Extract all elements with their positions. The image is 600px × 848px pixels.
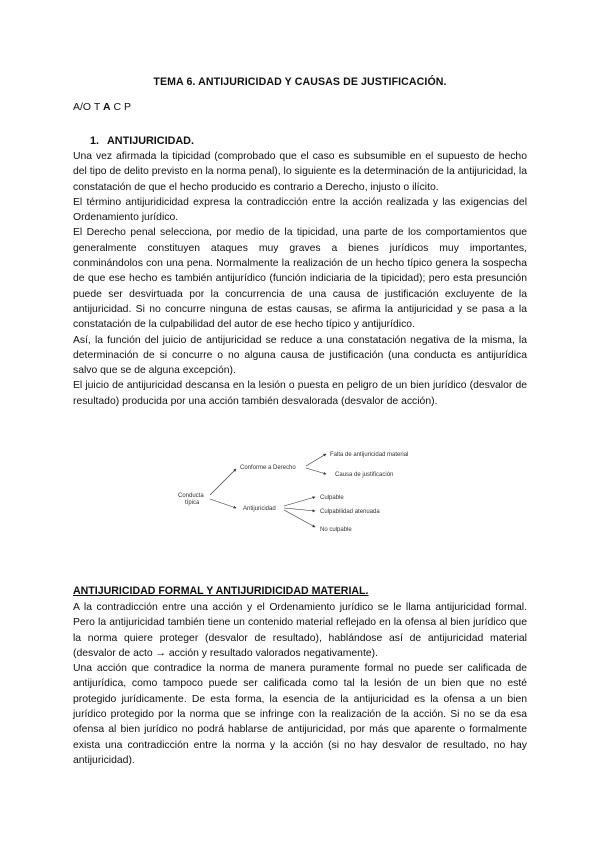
diagram-upper-leaf: Causa de justificación <box>335 472 394 478</box>
paragraph: El término antijuridicidad expresa la contradicción entre la acción realizada y las exigencias del Ordenamiento jurídico. <box>73 196 527 224</box>
section1-body <box>73 149 527 409</box>
paragraph: Así, la función del juicio de antijuricidad se reduce a una constatación negativa de la misma, la determinación de si concurre o no alguna causa de justificación (una conducta es antijurídica salvo que se de alguna excepción). <box>73 334 527 377</box>
diagram-arrow <box>210 469 236 495</box>
diagram-branch-upper: Conforme a Derecho <box>240 465 296 471</box>
diagram-arrow <box>284 497 315 506</box>
section2-body <box>73 600 527 768</box>
diagram-root-line2: típica <box>185 500 200 506</box>
diagram-lower-leaf: No culpable <box>320 527 352 533</box>
antijuricidad-diagram <box>170 445 440 545</box>
section1-heading <box>90 135 194 147</box>
diagram-lower-leaf: Culpable <box>320 495 344 501</box>
diagram-arrow <box>306 468 326 474</box>
paragraph: Una vez afirmada la tipicidad (comprobado que el caso es subsumible en el supuesto de hecho del tipo de delito previsto en la norma penal), lo siguiente es la determinación de la antijuricidad, la constatación de que el hecho producido es contrario a Derecho, injusto o ilícito. <box>73 151 527 193</box>
diagram-arrow <box>306 454 326 466</box>
paragraph: El Derecho penal selecciona, por medio de la tipicidad, una parte de los comportamientos que generalmente constituyen ataques muy graves a bienes jurídicos muy importantes, conminándolos con una pena. Normalmente la realización de un hecho típico genera la sospecha de que ese hecho es también antijurídico (función indiciaria de la tipicidad); pero esta presunción puede ser desvirtuada por la concurrencia de una causa de justificación excluyente de la antijuricidad. Si no concurre ninguna de estas causas, se afirma la antijuricidad y se pasa a la constatación de la culpabilidad del autor de ese hecho típico y antijurídico. <box>73 227 527 331</box>
diagram-root-line1: Conducta <box>178 493 204 499</box>
section1-title: ANTIJURICIDAD. <box>107 135 194 147</box>
diagram-arrow <box>210 499 236 508</box>
course-code-prefix: A/O T <box>73 101 103 113</box>
section2-heading: ANTIJURICIDAD FORMAL Y ANTIJURIDICIDAD MATERIAL. <box>73 585 369 597</box>
paragraph: El juicio de antijuricidad descansa en la lesión o puesta en peligro de un bien jurídico (desvalor de resultado) producida por una acción también desvalorada (desvalor de acción). <box>73 380 527 407</box>
course-code-suffix: C P <box>110 101 131 113</box>
course-code <box>73 101 131 113</box>
section1-number: 1. <box>90 135 100 147</box>
diagram-arrow <box>284 510 315 527</box>
course-code-bold: A <box>102 101 111 113</box>
document-title: TEMA 6. ANTIJURICIDAD Y CAUSAS DE JUSTIFICACIÓN. <box>153 76 447 88</box>
paragraph: A la contradicción entre una acción y el Ordenamiento jurídico se le llama antijuricidad formal. Pero la antijuricidad también tiene un contenido material reflejado en la ofensa al bien jurídico que la norma quiere proteger (desvalor de resultado), hablándose así de antijuricidad material (desvalor de acto → acción y resultado valorados negativamente). <box>73 602 527 659</box>
diagram-lower-leaf: Culpabilidad atenuada <box>320 509 380 515</box>
diagram-arrow <box>284 508 315 511</box>
paragraph: Una acción que contradice la norma de manera puramente formal no puede ser calificada de antijurídica, como tampoco puede ser calificada como tal la lesión de un bien que no esté protegido jurídicamente. De esta forma, la esencia de la antijuricidad es la ofensa a un bien jurídico protegido por la norma que se infringe con la realización de la acción. Si no se da esa ofensa al bien jurídico no podrá hablarse de antijuricidad, por más que aparente o formalmente exista una contradicción entre la norma y la acción (si no hay desvalor de resultado, no hay antijuricidad). <box>73 663 527 766</box>
diagram-branch-lower: Antijuricidad <box>243 506 276 512</box>
diagram-upper-leaf: Falta de antijuricidad material <box>330 452 409 458</box>
